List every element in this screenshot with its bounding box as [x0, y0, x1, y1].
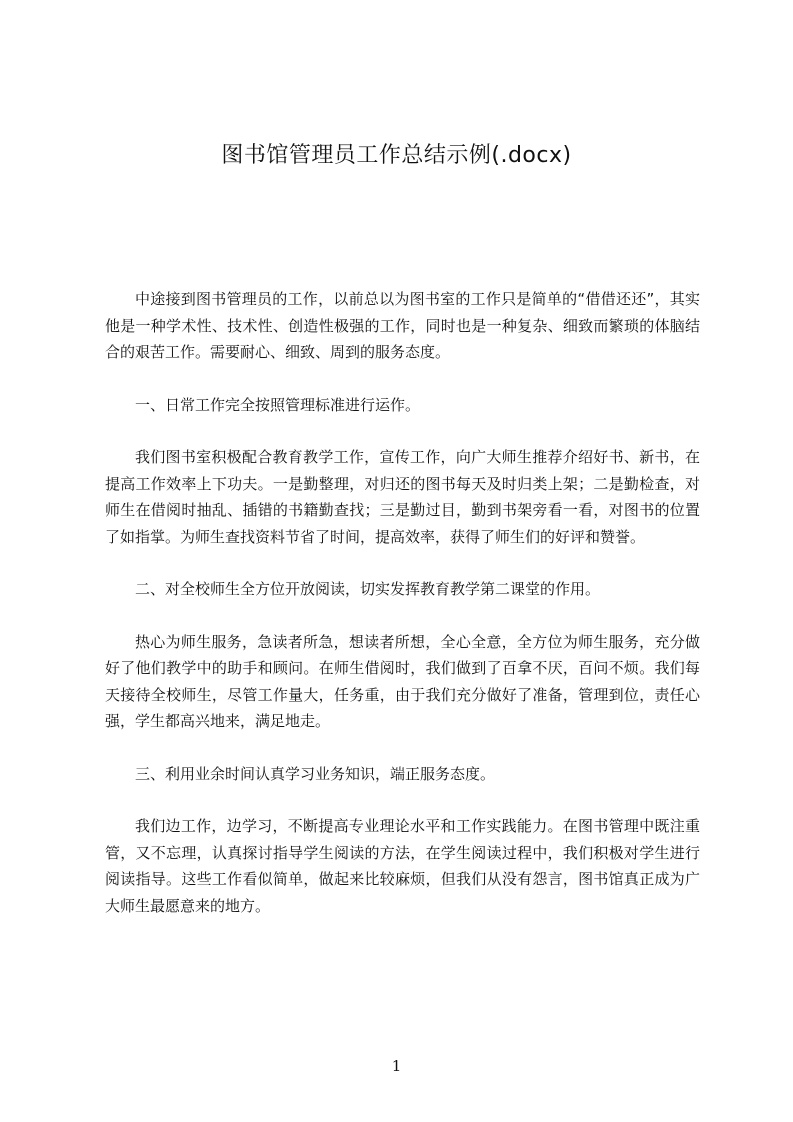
section-paragraph-3: 我们边工作，边学习，不断提高专业理论水平和工作实践能力。在图书管理中既注重管，又不忘理，认真探讨指导学生阅读的方法，在学生阅读过程中，我们积极对学生进行阅读指导。这些工作看似简单，做起来比较麻烦，但我们从没有怨言，图书馆真正成为广大师生最愿意来的地方。 — [105, 817, 700, 915]
document-title: 图书馆管理员工作总结示例(.docx) — [221, 143, 572, 168]
page-number: 1 — [391, 1057, 402, 1075]
intro-paragraph: 中途接到图书管理员的工作，以前总以为图书室的工作只是简单的“借借还还”，其实他是一种学术性、技术性、创造性极强的工作，同时也是一种复杂、细致而繁琐的体脑结合的艰苦工作。需要耐心、细致、周到的服务态度。 — [105, 290, 700, 361]
section-paragraph-2: 热心为师生服务，急读者所急，想读者所想，全心全意，全方位为师生服务，充分做好了他们教学中的助手和顾问。在师生借阅时，我们做到了百拿不厌，百问不烦。我们每天接待全校师生，尽管工作量大，任务重，由于我们充分做好了准备，管理到位，责任心强，学生都高兴地来，满足地走。 — [105, 632, 700, 730]
section-heading-1: 一、日常工作完全按照管理标准进行运作。 — [135, 395, 421, 414]
section-paragraph-1: 我们图书室积极配合教育教学工作，宣传工作，向广大师生推荐介绍好书、新书，在提高工作效率上下功夫。一是勤整理，对归还的图书每天及时归类上架；二是勤检查，对师生在借阅时抽乱、插错的书籍勤查找；三是勤过目，勤到书架旁看一看，对图书的位置了如指掌。为师生查找资料节省了时间，提高效率，获得了师生们的好评和赞誉。 — [105, 448, 700, 546]
section-heading-2: 二、对全校师生全方位开放阅读，切实发挥教育教学第二课堂的作用。 — [135, 580, 601, 598]
document-body — [105, 286, 700, 945]
section-heading-3: 三、利用业余时间认真学习业务知识，端正服务态度。 — [135, 764, 496, 783]
